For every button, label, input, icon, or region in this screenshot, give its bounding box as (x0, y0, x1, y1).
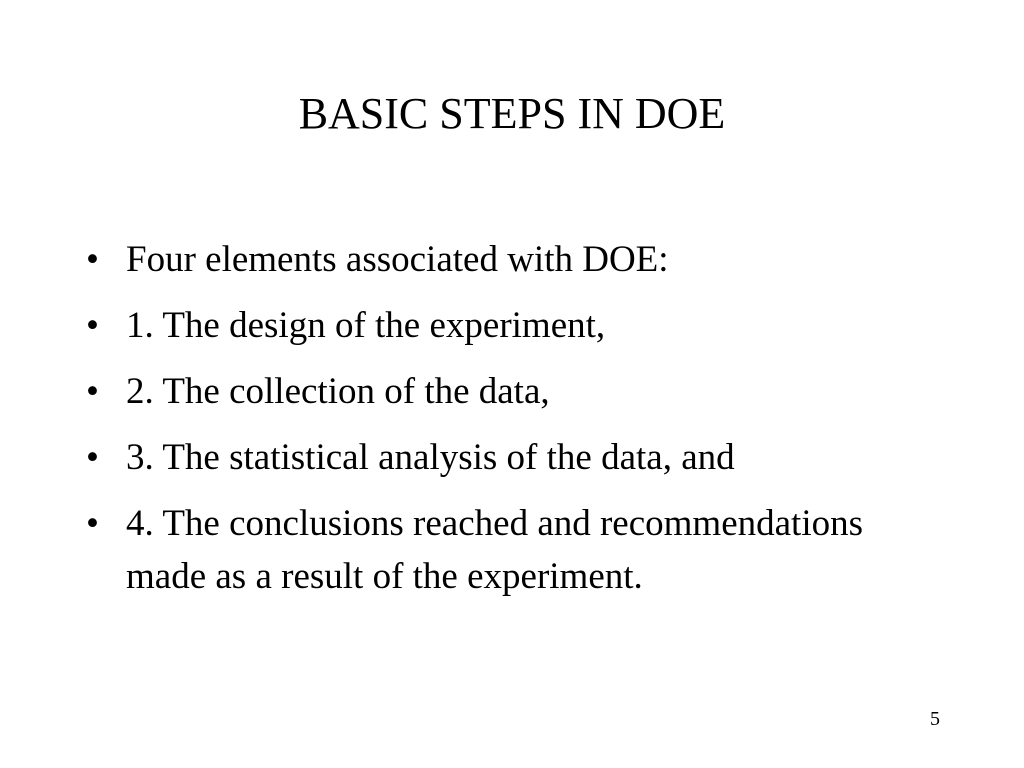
bullet-list (84, 233, 904, 616)
slide-title: BASIC STEPS IN DOE (298, 89, 726, 138)
bullet-dot: • (86, 239, 99, 280)
bullet-item (84, 497, 904, 603)
bullet-dot: • (86, 305, 99, 346)
bullet-dot: • (86, 503, 99, 544)
bullet-text: 3. The statistical analysis of the data, and (126, 437, 735, 478)
bullet-text: 4. The conclusions reached and recommendations made as a result of the experiment. (126, 503, 864, 597)
bullet-text: 1. The design of the experiment, (126, 305, 606, 346)
bullet-dot: • (86, 371, 99, 412)
bullet-text: 2. The collection of the data, (126, 371, 550, 412)
bullet-item (84, 431, 904, 484)
bullet-text: Four elements associated with DOE: (126, 239, 669, 280)
page-number: 5 (930, 708, 940, 730)
bullet-dot: • (86, 437, 99, 478)
bullet-item (84, 299, 904, 352)
bullet-item (84, 233, 904, 286)
bullet-item (84, 365, 904, 418)
